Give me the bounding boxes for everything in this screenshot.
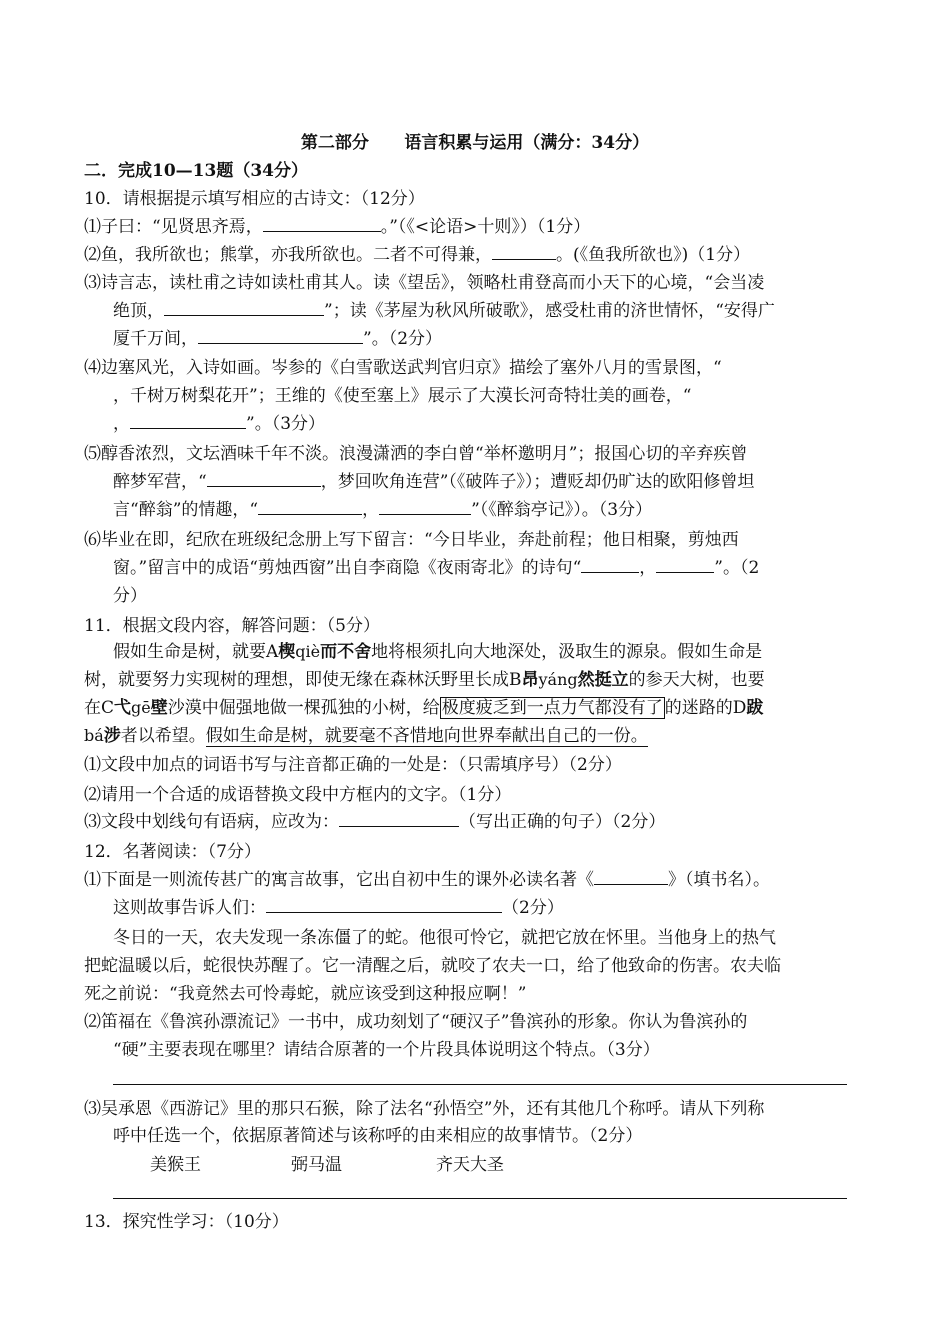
q12-sub3-line1: ⑶吴承恩《西游记》里的那只石猴，除了法名“孙悟空”外，还有其他几个称呼。请从下列称 (84, 1099, 765, 1119)
answer-blank[interactable] (379, 498, 471, 515)
answer-blank[interactable] (492, 243, 556, 260)
q10-part5-line3: 言“醉翁”的情趣，“ ， ”（《醉翁亭记》）。（3分） (113, 500, 653, 520)
story-line1: 冬日的一天，农夫发现一条冻僵了的蛇。他很可怜它，就把它放在怀里。当他身上的热气 (113, 928, 776, 948)
q10-part6-line3: 分） (113, 586, 147, 606)
boxed-phrase: 极度疲乏到一点力气都没有了 (441, 698, 663, 718)
q12-sub3-line2: 呼中任选一个，依据原著简述与该称呼的由来相应的故事情节。（2分） (113, 1126, 643, 1146)
q12-sub2-line1: ⑵笛福在《鲁滨孙漂流记》一书中，成功刻划了“硬汉子”鲁滨孙的形象。你认为鲁滨孙的 (84, 1012, 748, 1032)
answer-blank[interactable] (266, 896, 502, 913)
q10-part2: ⑵鱼，我所欲也；熊掌，亦我所欲也。二者不可得兼， 。(《鱼我所欲也》)（1分） (84, 245, 751, 265)
option-meihouwang: 美猴王 (150, 1155, 201, 1175)
q10-stem: 10．请根据提示填写相应的古诗文：（12分） (84, 189, 425, 209)
q11-para-line3: 在C弋gē壁沙漠中倔强地做一棵孤独的小树，给 极度疲乏到一点力气都没有了 的迷路的D跋 (84, 698, 764, 718)
q12-sub2-line2: “硬”主要表现在哪里？请结合原著的一个片段具体说明这个特点。（3分） (113, 1040, 660, 1060)
answer-line[interactable] (113, 1198, 847, 1199)
answer-line[interactable] (113, 1084, 847, 1085)
underlined-sentence: 假如生命是树，就要毫不吝惜地向世界奉献出自己的一份。 (205, 726, 648, 746)
q10-part6-line2: 窗。”留言中的成语“剪烛西窗”出自李商隐《夜雨寄北》的诗句“ ， ”。（2 (113, 558, 760, 578)
q11-para-line2: 树，就要努力实现树的理想，即使无缘在森林沃野里长成B昂yáng然挺立的参天大树，也要 (84, 670, 765, 690)
q11-stem: 11．根据文段内容，解答问题：（5分） (84, 616, 380, 636)
q11-para-line4: bá涉者以希望。假如生命是树，就要毫不吝惜地向世界奉献出自己的一份。 (84, 726, 648, 746)
q13-stem: 13．探究性学习：（10分） (84, 1212, 289, 1232)
q11-sub2: ⑵请用一个合适的成语替换文段中方框内的文字。（1分） (84, 785, 512, 805)
answer-blank[interactable] (339, 810, 459, 827)
q11-sub3: ⑶文段中划线句有语病，应改为： （写出正确的句子）（2分） (84, 812, 666, 832)
story-line3: 死之前说：“我竟然去可怜毒蛇，就应该受到这种报应啊！” (84, 984, 527, 1004)
answer-blank[interactable] (656, 556, 714, 573)
q10-part3-line1: ⑶诗言志，读杜甫之诗如读杜甫其人。读《望岳》，领略杜甫登高而小天下的心境，“会当凌 (84, 273, 765, 293)
answer-blank[interactable] (263, 215, 381, 232)
q12-sub1-line2: 这则故事告诉人们： （2分） (113, 898, 564, 918)
q10-part4-line3: ， ”。（3分） (113, 414, 326, 434)
q10-part4-line1: ⑷边塞风光，入诗如画。岑参的《白雪歌送武判官归京》描绘了塞外八月的雪景图，“ (84, 358, 722, 378)
answer-blank[interactable] (258, 498, 362, 515)
book-title-blank[interactable] (594, 868, 668, 885)
section-heading: 二．完成10—13题（34分） (84, 161, 308, 181)
q10-part3-line3: 厦千万间， ”。（2分） (113, 329, 443, 349)
q10-part5-line2: 醉梦军营，“ ，梦回吹角连营”（《破阵子》）；遭贬却仍旷达的欧阳修曾坦 (113, 472, 755, 492)
q12-sub1-line1: ⑴下面是一则流传甚广的寓言故事，它出自初中生的课外必读名著《 》（填书名）。 (84, 870, 770, 890)
answer-blank[interactable] (164, 299, 324, 316)
answer-blank[interactable] (198, 327, 363, 344)
q10-part5-line1: ⑸醇香浓烈，文坛酒味千年不淡。浪漫潇洒的李白曾“举杯邀明月”；报国心切的辛弃疾曾 (84, 444, 748, 464)
q10-part1: ⑴子曰：“见贤思齐焉， 。”（《<论语>十则》）（1分） (84, 217, 591, 237)
q10-part6-line1: ⑹毕业在即，纪欣在班级纪念册上写下留言：“今日毕业，奔赴前程；他日相聚，剪烛西 (84, 530, 739, 550)
q11-sub1: ⑴文段中加点的词语书写与注音都正确的一处是：（只需填序号）（2分） (84, 755, 622, 775)
answer-blank[interactable] (130, 412, 246, 429)
q10-part4-line2: ，千树万树梨花开”；王维的《使至塞上》展示了大漠长河奇特壮美的画卷，“ (113, 386, 692, 406)
option-qitiandasheng: 齐天大圣 (436, 1155, 504, 1175)
story-line2: 把蛇温暖以后，蛇很快苏醒了。它一清醒之后，就咬了农夫一口，给了他致命的伤害。农夫临 (84, 956, 781, 976)
option-bimawen: 弼马温 (291, 1155, 342, 1175)
answer-blank[interactable] (207, 470, 321, 487)
page-title: 第二部分 语言积累与运用（满分：34分） (300, 133, 650, 153)
q12-stem: 12．名著阅读：（7分） (84, 842, 261, 862)
q10-part3-line2: 绝顶， ”；读《茅屋为秋风所破歌》，感受杜甫的济世情怀，“安得广 (113, 301, 775, 321)
answer-blank[interactable] (581, 556, 639, 573)
q11-para-line1: 假如生命是树，就要A楔qiè而不舍地将根须扎向大地深处，汲取生的源泉。假如生命是 (113, 642, 763, 662)
